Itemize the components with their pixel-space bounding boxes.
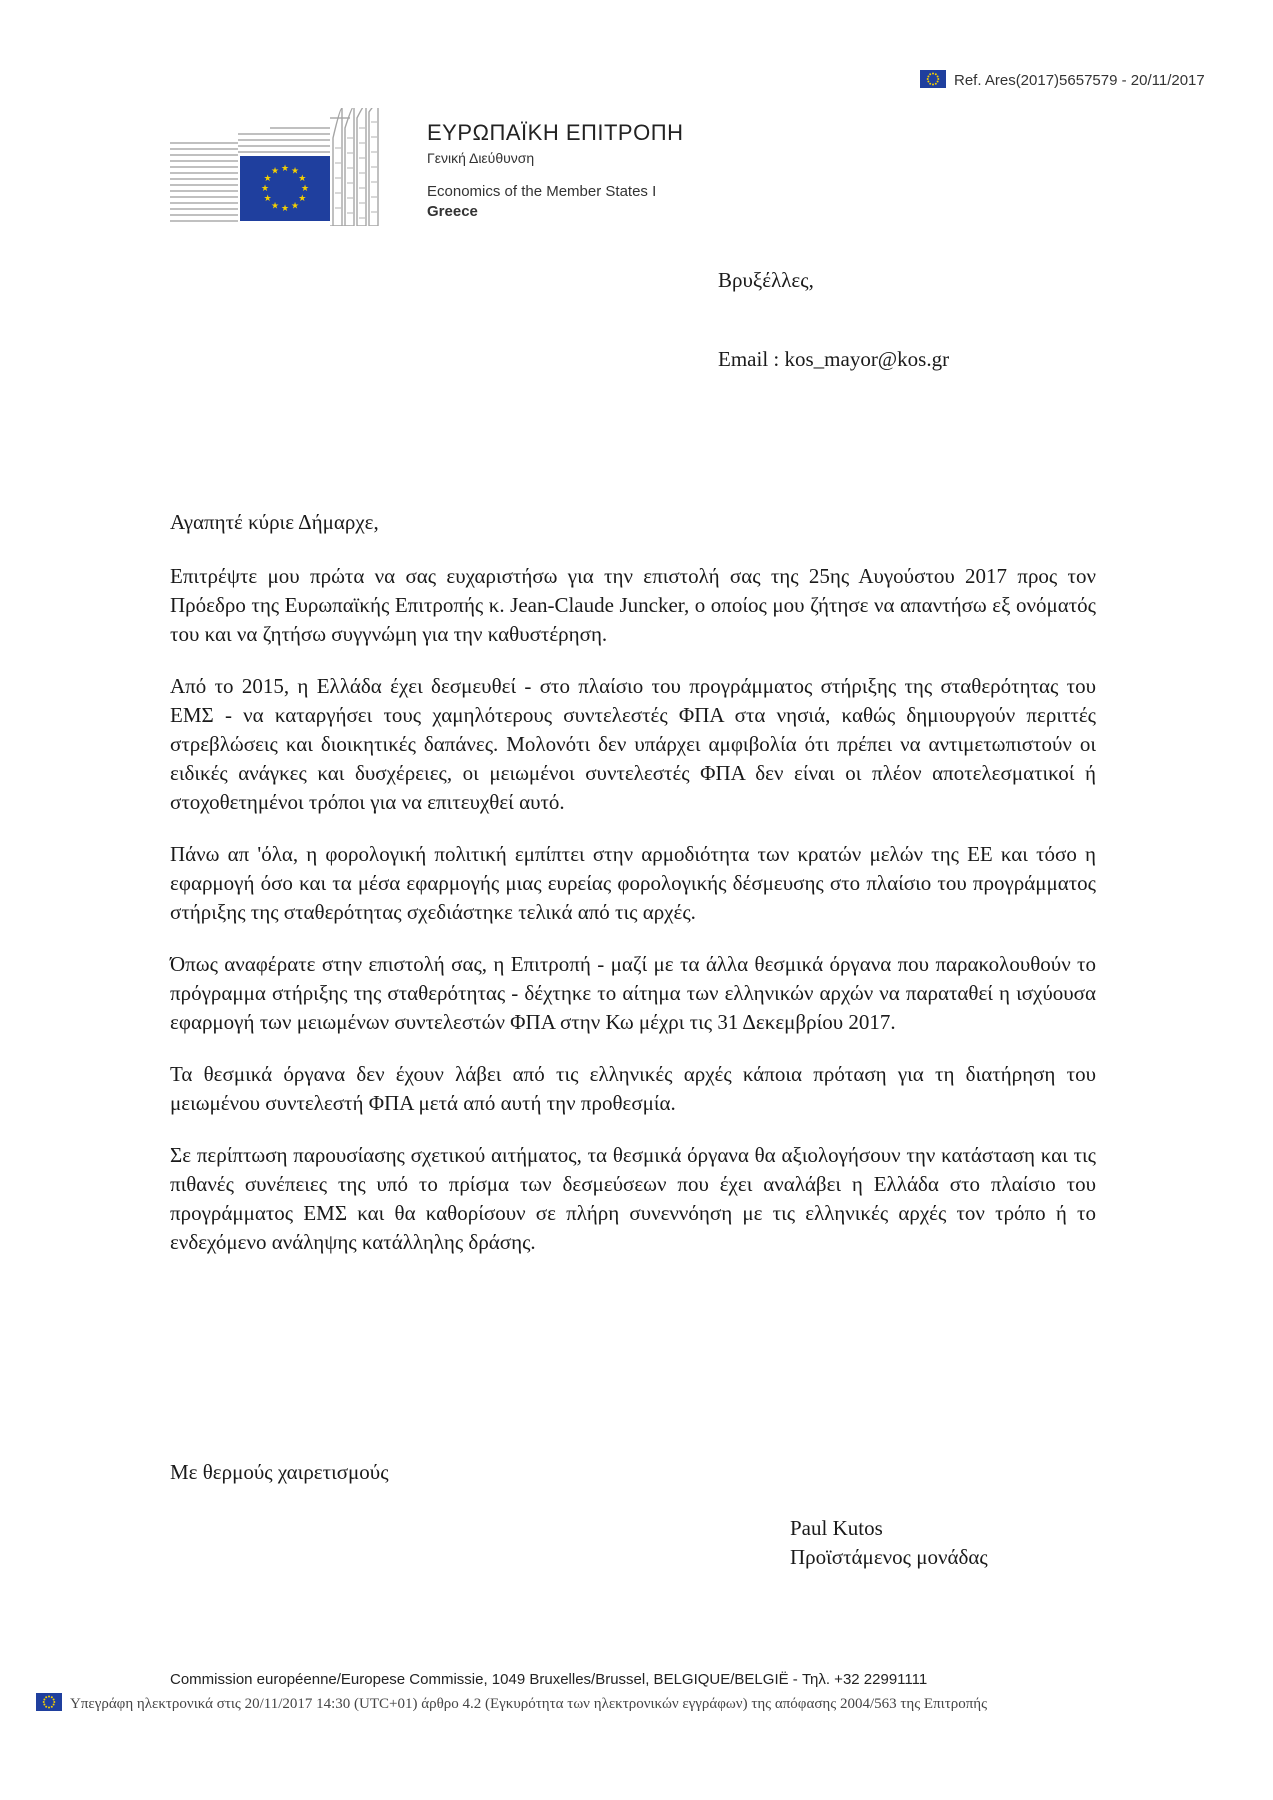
footer-address: Commission européenne/Europese Commissie, 1049 Bruxelles/Brussel, BELGIQUE/BELGIË - Τηλ. +32 22991111	[170, 1671, 928, 1688]
svg-text:★: ★	[298, 174, 307, 184]
svg-text:★: ★	[280, 164, 290, 174]
organization-name: ΕΥΡΩΠΑΪΚΗ ΕΠΙΤΡΟΠΗ	[427, 120, 684, 145]
country-name: Greece	[427, 203, 478, 220]
paragraph: Πάνω απ 'όλα, η φορολογική πολιτική εμπίπτει στην αρμοδιότητα των κρατών μελών της ΕΕ και τόσο η εφαρμογή όσο και τα μέσα εφαρμογής μιας ευρείας φορολογικής δέσμευσης στο πλαίσιο του προγράμματος στήριξης της σταθερότητας σχεδιάστηκε τελικά από τις αρχές.	[170, 842, 1096, 924]
signatory-name: Paul Kutos	[790, 1516, 883, 1540]
paragraph: Επιτρέψτε μου πρώτα να σας ευχαριστήσω για την επιστολή σας της 25ης Αυγούστου 2017 προς τον Πρόεδρο της Ευρωπαϊκής Επιτροπής κ. Jean-Claude Juncker, ο οποίος μου ζήτησε να απαντήσω εξ ονόματός του και να ζητήσω συγγνώμη για την καθυστέρηση.	[170, 564, 1096, 646]
paragraph: Τα θεσμικά όργανα δεν έχουν λάβει από τις ελληνικές αρχές κάποια πρόταση για τη διατήρηση του μειωμένου συντελεστή ΦΠΑ μετά από αυτή την προθεσμία.	[170, 1062, 1096, 1115]
svg-text:★: ★	[263, 174, 272, 184]
svg-text:★: ★	[280, 204, 290, 214]
unit-name: Economics of the Member States I	[427, 183, 657, 200]
recipient-email: Email : kos_mayor@kos.gr	[718, 347, 950, 371]
organization-header	[427, 120, 684, 220]
eu-flag-icon	[240, 156, 330, 221]
paragraph: Σε περίπτωση παρουσίασης σχετικού αιτήματος, τα θεσμικά όργανα θα αξιολογήσουν την κατάσταση και τις πιθανές συνέπειες της υπό το πρίσμα των δεσμεύσεων που έχει αναλάβει η Ελλάδα στο πλαίσιο του προγράμματος ΕΜΣ και θα καθορίσουν σε πλήρη συνεννόηση με τις ελληνικές αρχές τον τρόπο ή το ενδεχόμενο ανάληψης κατάλληλης δράσης.	[170, 1143, 1096, 1254]
signatory-title: Προϊστάμενος μονάδας	[790, 1545, 988, 1569]
svg-text:★: ★	[300, 184, 310, 194]
directorate-general: Γενική Διεύθυνση	[427, 150, 535, 166]
svg-text:★: ★	[290, 201, 300, 212]
closing: Με θερμούς χαιρετισμούς	[170, 1460, 389, 1484]
svg-text:★: ★	[270, 201, 280, 212]
eu-flag-icon	[920, 70, 946, 88]
european-commission-logo	[170, 108, 406, 226]
svg-text:★: ★	[290, 166, 300, 177]
svg-text:★: ★	[263, 194, 272, 204]
svg-text:★: ★	[270, 166, 280, 177]
signature-block	[790, 1514, 988, 1572]
svg-text:★: ★	[260, 184, 270, 194]
svg-text:★: ★	[298, 194, 307, 204]
eu-flag-icon	[36, 1693, 62, 1711]
letter-place: Βρυξέλλες,	[718, 268, 814, 292]
paragraph: Όπως αναφέρατε στην επιστολή σας, η Επιτροπή - μαζί με τα άλλα θεσμικά όργανα που παρακολουθούν το πρόγραμμα στήριξης της σταθερότητας - δέχτηκε το αίτημα των ελληνικών αρχών να παραταθεί η ισχύουσα εφαρμογή των μειωμένων συντελεστών ΦΠΑ στην Κω μέχρι τις 31 Δεκεμβρίου 2017.	[170, 952, 1096, 1034]
reference-stamp	[920, 70, 1205, 89]
esign-text: Υπεγράφη ηλεκτρονικά στις 20/11/2017 14:30 (UTC+01) άρθρο 4.2 (Εγκυρότητα των ηλεκτρονικών εγγράφων) της απόφασης 2004/563 της Επιτροπής	[70, 1696, 988, 1712]
reference-number: Ref. Ares(2017)5657579 - 20/11/2017	[954, 72, 1205, 89]
electronic-signature-notice	[36, 1693, 987, 1713]
paragraph: Από το 2015, η Ελλάδα έχει δεσμευθεί - στο πλαίσιο του προγράμματος στήριξης της σταθερότητας του ΕΜΣ - να καταργήσει τους χαμηλότερους συντελεστές ΦΠΑ στα νησιά, καθώς δημιουργούν περιττές στρεβλώσεις και διοικητικές δαπάνες. Μολονότι δεν υπάρχει αμφιβολία ότι πρέπει να αντιμετωπιστούν οι ειδικές ανάγκες και δυσχέρειες, οι μειωμένοι συντελεστές ΦΠΑ δεν είναι οι πλέον αποτελεσματικοί ή στοχοθετημένοι τρόποι για να επιτευχθεί αυτό.	[170, 674, 1096, 814]
letter-body	[170, 562, 1096, 1280]
salutation: Αγαπητέ κύριε Δήμαρχε,	[170, 510, 379, 534]
